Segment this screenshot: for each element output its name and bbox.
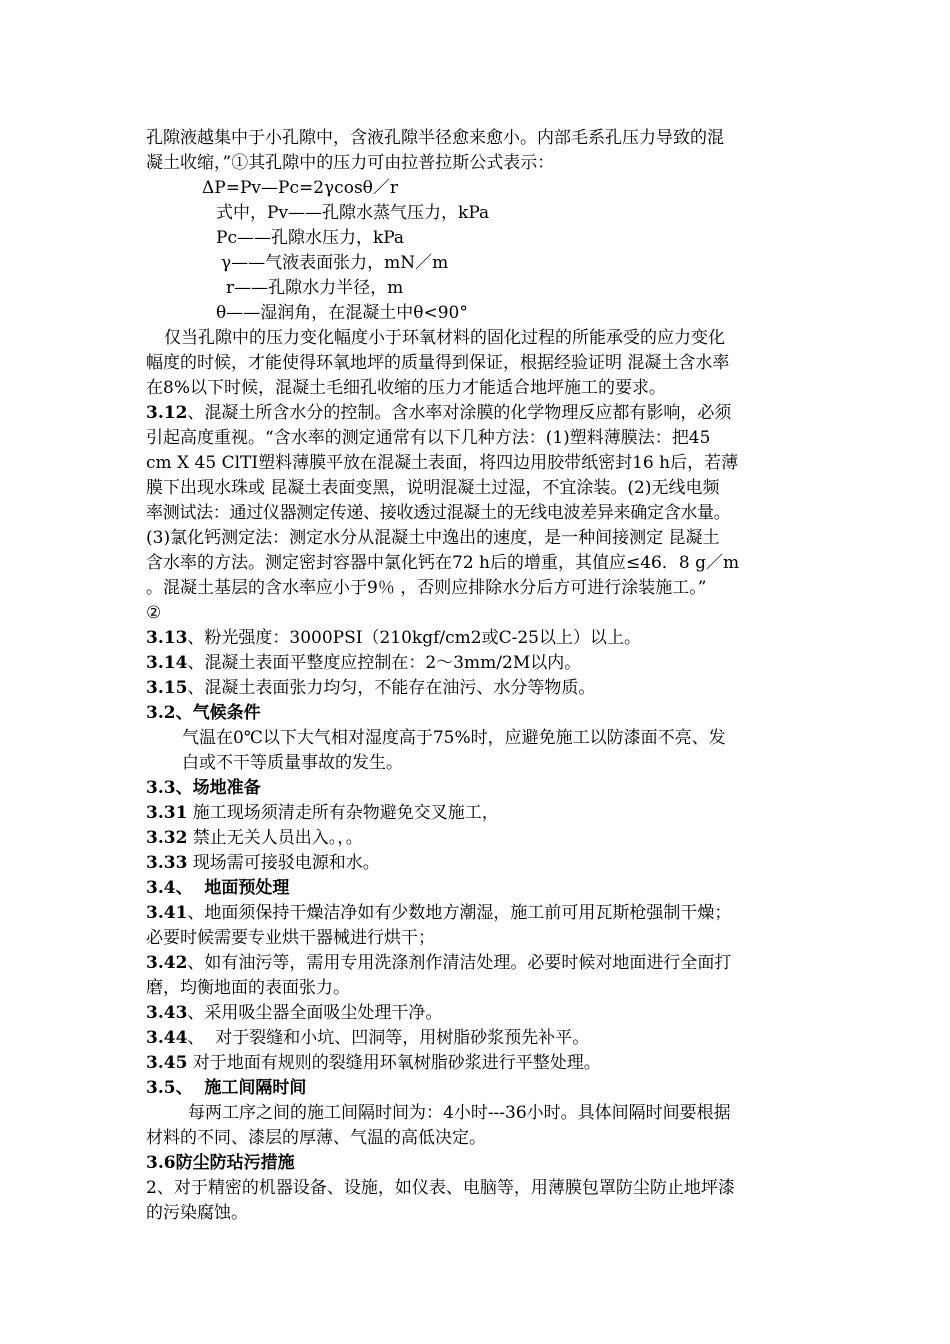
heading-3-2: 3.2、气候条件 (146, 703, 261, 723)
paragraph-line: 凝土收缩，”①其孔隙中的压力可由拉普拉斯公式表示： (146, 153, 555, 173)
section-text: 、混凝土所含水分的控制。含水率对涂膜的化学物理反应都有影响，必须 (187, 403, 732, 423)
section-number: 3.13 (146, 628, 188, 648)
section-number: 3.31 (146, 803, 188, 823)
section-text: 、混凝土表面平整度应控制在：2～3mm/2M以内。 (187, 653, 582, 673)
section-text: 、采用吸尘器全面吸尘处理干净。 (187, 1003, 443, 1023)
paragraph-line: 2、对于精密的机器设备、设施，如仪表、电脑等，用薄膜包罩防尘防止地坪漆 (146, 1178, 735, 1198)
section-3-32-line (146, 826, 363, 850)
paragraph-line: 。混凝土基层的含水率应小于9％ ，否则应排除水分后方可进行涂装施工。” (146, 578, 707, 598)
paragraph-line: 孔隙液越集中于小孔隙中，含液孔隙半径愈来愈小。内部毛系孔压力导致的混 (146, 128, 724, 148)
section-text: 、地面须保持干燥洁净如有少数地方潮湿，施工前可用瓦斯枪强制干燥； (187, 903, 732, 923)
section-number: 3.42 (146, 953, 188, 973)
section-number: 3.15 (146, 678, 188, 698)
formula-where-line: r——孔隙水力半径，m (226, 278, 404, 298)
paragraph-line: 含水率的方法。测定密封容器中氯化钙在72 h后的增重，其值应≤46．8 g／m (146, 553, 740, 573)
section-text: 、 对于裂缝和小坑、凹洞等，用树脂砂浆预先补平。 (187, 1028, 590, 1048)
paragraph-line: 的污染腐蚀。 (146, 1203, 248, 1223)
section-3-43-line (146, 1001, 442, 1025)
section-number: 3.41 (146, 903, 188, 923)
section-number: 3.45 (146, 1053, 188, 1073)
paragraph-line: (3)氯化钙测定法：测定水分从混凝土中逸出的速度，是一种间接测定 昆凝土 (146, 528, 720, 548)
paragraph-line: ② (146, 603, 162, 623)
section-number: 3.44 (146, 1028, 188, 1048)
section-3-31-line (146, 801, 499, 825)
section-number: 3.14 (146, 653, 188, 673)
section-number: 3.12 (146, 403, 188, 423)
section-3-33-line (146, 851, 380, 875)
paragraph-line: 气温在0℃以下大气相对湿度高于75%时，应避免施工以防漆面不亮、发 (182, 728, 726, 748)
heading-3-6: 3.6防尘防玷污措施 (146, 1153, 295, 1173)
formula-where-line: Pc——孔隙水压力，kPa (216, 228, 405, 248)
formula-where-line: θ——湿润角，在混凝土中θ<90° (216, 303, 468, 323)
paragraph-line: 幅度的时候，才能使得环氧地坪的质量得到保证，根据经验证明 混凝土含水率 (146, 353, 730, 373)
section-3-15-line (146, 676, 595, 700)
section-3-45-line (146, 1051, 601, 1075)
section-number: 3.33 (146, 853, 188, 873)
paragraph-line: 膜下出现水珠或 昆凝土表面变黑，说明混凝土过湿，不宜涂装。(2)无线电频 (146, 478, 720, 498)
paragraph-line: 材料的不同、漆层的厚薄、气温的高低决定。 (146, 1128, 486, 1148)
paragraph-line: 率测试法：通过仪器测定传递、接收透过混凝土的无线电波差异来确定含水量。 (146, 503, 731, 523)
section-3-41-line (146, 901, 731, 925)
paragraph-line: 在8%以下时候，混凝土毛细孔收缩的压力才能适合地坪施工的要求。 (146, 378, 666, 398)
formula-equation: ΔP=Pv—Pc=2γcosθ／r (202, 178, 399, 198)
section-number: 3.32 (146, 828, 188, 848)
section-number: 3.43 (146, 1003, 188, 1023)
formula-where-line: γ——气液表面张力，mN／m (221, 253, 449, 273)
section-text: 、粉光强度：3000PSI（210kgf/cm2或C-25以上）以上。 (187, 628, 641, 648)
paragraph-line: 每两工序之间的施工间隔时间为：4小时---36小时。具体间隔时间要根据 (188, 1103, 731, 1123)
paragraph-line: 仅当孔隙中的压力变化幅度小于环氧材料的固化过程的所能承受的应力变化 (164, 328, 725, 348)
section-3-42-line (146, 951, 731, 975)
paragraph-line: 磨，均衡地面的表面张力。 (146, 978, 350, 998)
paragraph-line: 引起高度重视。“含水率的测定通常有以下几种方法：(1)塑料薄膜法：把45 (146, 428, 711, 448)
section-3-13-line (146, 626, 641, 650)
section-text: 施工现场须清走所有杂物避免交叉施工， (187, 803, 499, 823)
section-text: 、如有油污等，需用专用洗涤剂作清洁处理。必要时候对地面进行全面打 (187, 953, 732, 973)
section-text: 现场需可接驳电源和水。 (187, 853, 380, 873)
section-3-14-line (146, 651, 581, 675)
section-text: 、混凝土表面张力均匀，不能存在油污、水分等物质。 (187, 678, 596, 698)
formula-where-line: 式中，Pv——孔隙水蒸气压力，kPa (216, 203, 490, 223)
section-3-44-line (146, 1026, 589, 1050)
paragraph-line: 必要时候需要专业烘干器械进行烘干； (146, 928, 435, 948)
paragraph-line: cm X 45 ClTI塑料薄膜平放在混凝土表面，将四边用胶带纸密封16 h后，若薄 (146, 453, 739, 473)
section-text: 对于地面有规则的裂缝用环氧树脂砂浆进行平整处理。 (187, 1053, 601, 1073)
paragraph-line: 白或不干等质量事故的发生。 (182, 753, 403, 773)
heading-3-4: 3.4、 地面预处理 (146, 878, 290, 898)
section-text: 禁止无关人员出入。，。 (187, 828, 363, 848)
heading-3-3: 3.3、场地准备 (146, 778, 261, 798)
section-3-12-line (146, 401, 731, 425)
heading-3-5: 3.5、 施工间隔时间 (146, 1078, 307, 1098)
